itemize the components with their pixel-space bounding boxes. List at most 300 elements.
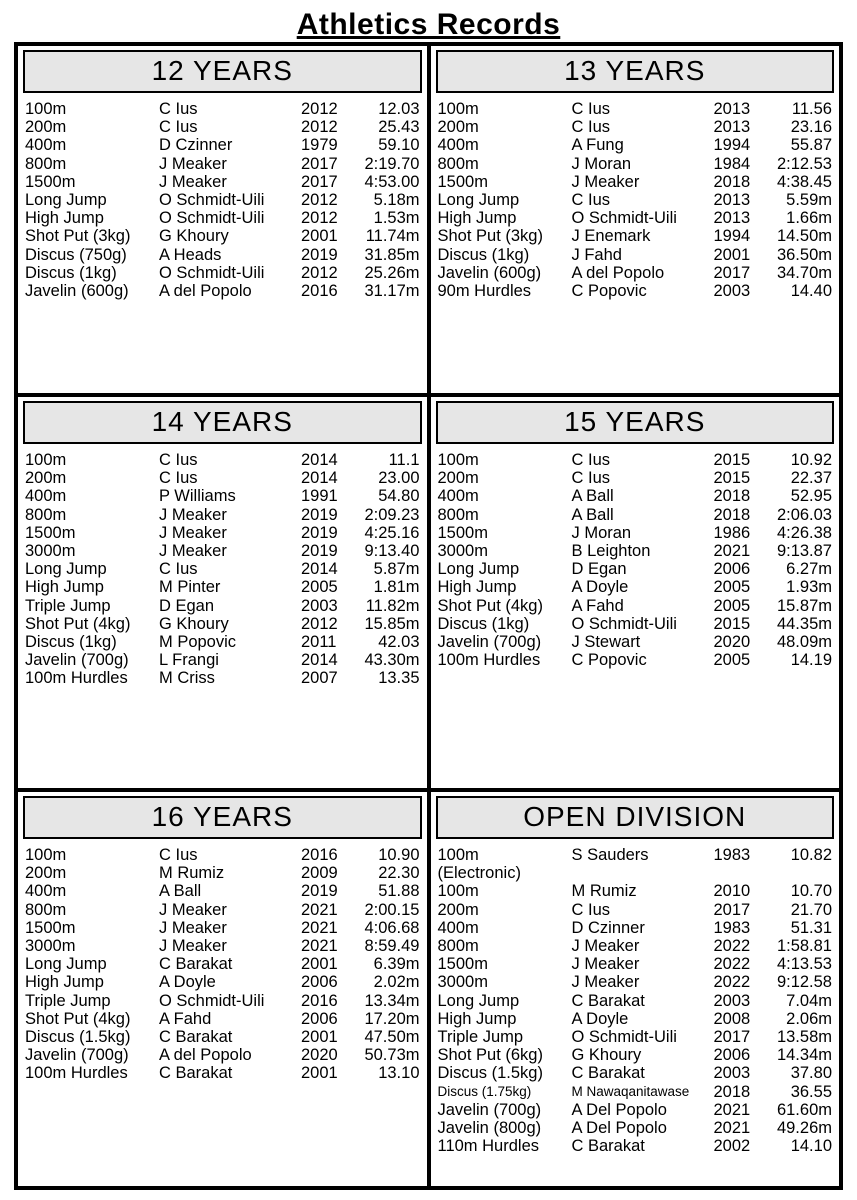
record-year: 2021 [713, 1100, 751, 1119]
event-name: 800m [437, 154, 479, 173]
record-row [25, 282, 420, 300]
record-row [438, 615, 833, 633]
record-year: 2018 [713, 1082, 751, 1101]
record-row [438, 919, 833, 937]
athlete-name: D Egan [159, 596, 215, 615]
record-year: 2018 [713, 172, 751, 191]
record-result: 11.82m [365, 596, 420, 615]
record-year: 2005 [713, 651, 751, 670]
record-result: 4:06.68 [364, 918, 420, 937]
athlete-name: C Ius [571, 900, 611, 919]
event-name: High Jump [25, 973, 104, 992]
record-row [438, 955, 833, 973]
athlete-name: D Czinner [159, 136, 233, 155]
record-result: 8:59.49 [364, 937, 420, 956]
event-name: 200m [25, 118, 67, 137]
record-result: 4:38.45 [776, 172, 832, 191]
record-result: 43.30m [364, 651, 420, 670]
event-name: Shot Put (3kg) [25, 227, 131, 246]
event-name: Long Jump [437, 191, 520, 210]
record-year: 2001 [301, 1028, 338, 1047]
event-name: Shot Put (4kg) [25, 1009, 131, 1028]
event-name: 800m [25, 505, 67, 524]
athlete-name: D Egan [571, 560, 627, 579]
section-header: 15 YEARS [436, 401, 835, 444]
record-result: 10.82 [790, 846, 832, 864]
event-name: Discus (1kg) [437, 614, 530, 633]
event-name: 1500m [25, 172, 76, 191]
record-row [25, 173, 420, 191]
record-row [438, 487, 833, 505]
record-year: 2012 [301, 614, 338, 633]
event-name: 400m [25, 136, 67, 155]
record-row [438, 651, 833, 669]
athlete-name: C Ius [571, 469, 611, 488]
record-row [438, 542, 833, 560]
record-row [438, 173, 833, 191]
record-row [438, 1083, 833, 1101]
record-row [25, 1010, 420, 1028]
event-name: Triple Jump [25, 596, 111, 615]
record-year: 2019 [301, 523, 338, 542]
record-row [25, 846, 420, 864]
record-result: 2:19.70 [364, 154, 420, 173]
athlete-name: G Khoury [159, 227, 229, 246]
section-rows [431, 843, 840, 1155]
record-result: 9:12.58 [776, 973, 832, 992]
record-year: 2003 [713, 1064, 751, 1083]
record-result: 2:06.03 [776, 505, 832, 524]
event-name: High Jump [437, 209, 517, 228]
record-row [438, 992, 833, 1010]
event-name: 1500m [25, 523, 76, 542]
record-row [25, 191, 420, 209]
record-year: 2006 [713, 560, 751, 579]
athlete-name: C Ius [159, 560, 198, 579]
record-year: 2003 [301, 596, 338, 615]
record-row [25, 118, 420, 136]
record-result: 36.50m [776, 245, 832, 264]
section-14-years [18, 397, 427, 788]
record-result: 54.80 [378, 487, 420, 506]
record-year: 2021 [301, 937, 338, 956]
athlete-name: O Schmidt-Uili [159, 191, 265, 210]
athlete-name: O Schmidt-Uili [159, 263, 265, 282]
event-name: 90m Hurdles [437, 282, 532, 301]
event-name: 3000m [437, 973, 488, 992]
event-name: Javelin (600g) [437, 263, 542, 282]
athlete-name: J Meaker [571, 955, 640, 974]
record-row [438, 578, 833, 596]
event-name: 200m [25, 469, 67, 488]
record-row [25, 955, 420, 973]
record-row [25, 246, 420, 264]
record-result: 9:13.87 [776, 542, 832, 561]
record-year: 1984 [713, 154, 751, 173]
record-year: 2021 [301, 918, 338, 937]
event-name: Javelin (600g) [25, 282, 129, 301]
record-result: 5.18m [373, 191, 420, 210]
event-name: 200m [437, 900, 479, 919]
athlete-name: A Del Popolo [571, 1100, 667, 1119]
record-row [25, 973, 420, 991]
record-row [25, 615, 420, 633]
record-row [25, 578, 420, 596]
record-year: 2012 [301, 191, 338, 210]
record-row [438, 469, 833, 487]
event-name: Triple Jump [437, 1028, 524, 1047]
record-result: 14.34m [776, 1046, 832, 1065]
record-row [25, 864, 420, 882]
athlete-name: M Rumiz [571, 882, 637, 901]
record-row [438, 1064, 833, 1082]
event-name: 100m [25, 846, 67, 864]
athlete-name: C Ius [159, 100, 198, 118]
event-name: 100m [25, 451, 67, 469]
event-name: Shot Put (4kg) [437, 596, 543, 615]
record-year: 2005 [713, 596, 751, 615]
athlete-name: C Ius [159, 451, 198, 469]
record-result: 1:58.81 [776, 937, 832, 956]
event-name: 100m (Electronic) [437, 846, 521, 883]
athlete-name: C Popovic [571, 651, 647, 670]
athlete-name: C Ius [159, 846, 198, 864]
section-rows [431, 97, 840, 300]
record-result: 10.70 [790, 882, 832, 901]
record-year: 2016 [301, 991, 338, 1010]
record-year: 2022 [713, 973, 751, 992]
record-year: 2013 [713, 191, 751, 210]
event-name: 400m [25, 487, 67, 506]
athlete-name: C Ius [571, 191, 611, 210]
record-result: 31.85m [364, 245, 420, 264]
record-year: 2019 [301, 542, 338, 561]
record-year: 2018 [713, 487, 751, 506]
record-year: 1994 [713, 136, 751, 155]
event-name: 200m [437, 469, 479, 488]
record-result: 52.95 [790, 487, 832, 506]
event-name: Long Jump [25, 560, 107, 579]
athlete-name: J Meaker [159, 523, 227, 542]
record-row [25, 469, 420, 487]
record-result: 17.20m [364, 1009, 420, 1028]
record-year: 2017 [713, 1028, 751, 1047]
athlete-name: O Schmidt-Uili [571, 209, 677, 228]
event-name: 1500m [437, 172, 488, 191]
record-result: 48.09m [776, 633, 832, 652]
record-row [25, 651, 420, 669]
event-name: 400m [25, 882, 67, 901]
athlete-name: L Frangi [159, 651, 219, 670]
record-year: 2013 [713, 100, 751, 118]
record-row [25, 597, 420, 615]
event-name: 3000m [25, 937, 76, 956]
event-name: 400m [437, 136, 479, 155]
record-result: 37.80 [790, 1064, 832, 1083]
record-row [438, 506, 833, 524]
record-row [438, 633, 833, 651]
record-result: 44.35m [776, 614, 832, 633]
section-open-division [431, 792, 840, 1186]
event-name-line2: (Electronic) [437, 864, 521, 883]
record-result: 50.73m [364, 1046, 420, 1065]
athlete-name: J Enemark [571, 227, 651, 246]
record-year: 2017 [713, 263, 751, 282]
event-name: Discus (1.5kg) [25, 1028, 131, 1047]
athlete-name: J Meaker [571, 172, 640, 191]
event-name: High Jump [437, 1009, 517, 1028]
athlete-name: A Ball [571, 505, 614, 524]
athlete-name: C Ius [159, 118, 198, 137]
record-row [25, 882, 420, 900]
section-header: 12 YEARS [23, 50, 422, 93]
event-name: Javelin (700g) [437, 633, 542, 652]
record-row [438, 901, 833, 919]
section-16-years [18, 792, 427, 1186]
event-name: Shot Put (4kg) [25, 614, 131, 633]
record-row [25, 1046, 420, 1064]
athlete-name: A Del Popolo [571, 1119, 667, 1138]
event-name: Discus (750g) [25, 245, 127, 264]
section-header: OPEN DIVISION [436, 796, 835, 839]
record-year: 2016 [301, 846, 338, 864]
record-result: 11.56 [791, 100, 832, 118]
record-result: 25.26m [364, 263, 420, 282]
record-row [25, 209, 420, 227]
section-header: 14 YEARS [23, 401, 422, 444]
event-name: 100m [437, 882, 479, 901]
record-year: 1979 [301, 136, 338, 155]
record-row [438, 524, 833, 542]
athlete-name: B Leighton [571, 542, 651, 561]
record-row [438, 973, 833, 991]
athlete-name: A Fahd [159, 1009, 212, 1028]
event-name: Javelin (700g) [25, 651, 129, 670]
record-year: 2015 [713, 469, 751, 488]
athlete-name: J Meaker [159, 542, 227, 561]
record-year: 2006 [301, 973, 338, 992]
record-row [438, 191, 833, 209]
athlete-name: J Meaker [571, 973, 640, 992]
record-result: 2.06m [786, 1009, 832, 1028]
record-result: 2:09.23 [364, 505, 420, 524]
event-name: 110m Hurdles [437, 1137, 539, 1156]
athlete-name: J Stewart [571, 633, 641, 652]
record-year: 1986 [713, 523, 751, 542]
record-result: 12.03 [378, 100, 420, 118]
record-result: 13.58m [776, 1028, 832, 1047]
record-result: 14.40 [790, 282, 832, 301]
event-name: Discus (1kg) [25, 263, 117, 282]
athlete-name: O Schmidt-Uili [571, 614, 677, 633]
record-result: 23.16 [790, 118, 832, 137]
event-name: Shot Put (3kg) [437, 227, 543, 246]
athlete-name: A Doyle [159, 973, 216, 992]
event-name: Discus (1kg) [437, 245, 530, 264]
record-row [25, 919, 420, 937]
event-name: 100m [25, 100, 67, 118]
record-result: 6.39m [373, 955, 420, 974]
record-result: 1.81m [373, 578, 420, 597]
record-result: 15.87m [776, 596, 832, 615]
record-row [438, 118, 833, 136]
record-row [25, 227, 420, 245]
record-year: 2002 [713, 1137, 751, 1156]
record-row [438, 1137, 833, 1155]
record-year: 2012 [301, 263, 338, 282]
record-row [25, 560, 420, 578]
record-year: 2019 [301, 505, 338, 524]
athlete-name: J Moran [571, 523, 632, 542]
section-13-years [431, 46, 840, 393]
record-year: 2022 [713, 937, 751, 956]
athlete-name: C Ius [571, 100, 611, 118]
record-row [438, 227, 833, 245]
event-name: 200m [437, 118, 479, 137]
event-name: High Jump [437, 578, 517, 597]
record-result: 42.03 [378, 633, 420, 652]
event-name: 3000m [25, 542, 76, 561]
record-row [25, 136, 420, 154]
record-row [438, 282, 833, 300]
section-rows [18, 843, 427, 1083]
record-year: 2017 [713, 900, 751, 919]
record-result: 1.53m [373, 209, 420, 228]
record-row [25, 1064, 420, 1082]
record-row [438, 264, 833, 282]
athlete-name: C Barakat [571, 1137, 645, 1156]
record-result: 55.87 [790, 136, 832, 155]
record-year: 2012 [301, 118, 338, 137]
record-result: 14.10 [790, 1137, 832, 1156]
athlete-name: M Nawaqanitawase [571, 1083, 690, 1099]
event-name: 800m [25, 900, 67, 919]
record-row [438, 155, 833, 173]
record-year: 2013 [713, 118, 751, 137]
section-rows [18, 448, 427, 688]
section-12-years [18, 46, 427, 393]
event-name: High Jump [25, 209, 104, 228]
record-result: 21.70 [790, 900, 832, 919]
record-year: 1983 [713, 918, 751, 937]
athlete-name: C Barakat [571, 991, 645, 1010]
event-name: Long Jump [437, 560, 520, 579]
record-row [438, 597, 833, 615]
record-row [25, 100, 420, 118]
record-result: 1.66m [786, 209, 832, 228]
athlete-name: J Meaker [159, 937, 227, 956]
record-result: 2.02m [373, 973, 420, 992]
record-result: 13.34m [364, 991, 420, 1010]
athlete-name: A del Popolo [159, 1046, 252, 1065]
athlete-name: A Doyle [571, 578, 629, 597]
record-row [25, 451, 420, 469]
record-row [438, 136, 833, 154]
record-result: 5.59m [786, 191, 832, 210]
event-name: Discus (1.75kg) [437, 1083, 532, 1099]
athlete-name: A del Popolo [571, 263, 665, 282]
record-year: 2014 [301, 469, 338, 488]
record-year: 2001 [301, 227, 338, 246]
athlete-name: G Khoury [159, 614, 229, 633]
record-result: 9:13.40 [364, 542, 420, 561]
record-year: 2017 [301, 154, 338, 173]
record-year: 1991 [301, 487, 338, 506]
record-year: 2009 [301, 864, 338, 883]
athlete-name: M Rumiz [159, 864, 225, 883]
athlete-name: J Meaker [159, 172, 227, 191]
record-row [438, 846, 833, 882]
record-row [438, 1010, 833, 1028]
record-year: 2020 [301, 1046, 338, 1065]
section-rows [18, 97, 427, 300]
record-result: 2:00.15 [364, 900, 420, 919]
event-name: 1500m [437, 523, 488, 542]
athlete-name: C Barakat [159, 1028, 233, 1047]
record-row [438, 937, 833, 955]
record-row [25, 669, 420, 687]
record-year: 2016 [301, 282, 338, 301]
athlete-name: J Meaker [159, 154, 227, 173]
record-result: 61.60m [776, 1100, 832, 1119]
record-result: 59.10 [378, 136, 420, 155]
record-result: 1.93m [786, 578, 832, 597]
record-result: 14.19 [790, 651, 832, 670]
record-year: 2019 [301, 245, 338, 264]
event-name: Long Jump [437, 991, 520, 1010]
event-name: 100m Hurdles [25, 669, 128, 688]
athlete-name: A Fung [571, 136, 624, 155]
event-name: Discus (1kg) [25, 633, 117, 652]
record-row [25, 264, 420, 282]
record-row [438, 1028, 833, 1046]
record-year: 1994 [713, 227, 751, 246]
record-result: 23.00 [378, 469, 420, 488]
event-name: High Jump [25, 578, 104, 597]
record-row [438, 100, 833, 118]
record-year: 2022 [713, 955, 751, 974]
record-year: 2020 [713, 633, 751, 652]
record-row [25, 506, 420, 524]
record-row [438, 209, 833, 227]
athlete-name: C Ius [571, 118, 611, 137]
record-year: 2015 [713, 614, 751, 633]
athlete-name: J Fahd [571, 245, 622, 264]
record-year: 2021 [301, 900, 338, 919]
athlete-name: C Ius [571, 451, 611, 469]
record-year: 2001 [713, 245, 751, 264]
section-15-years [431, 397, 840, 788]
athlete-name: J Meaker [571, 937, 640, 956]
record-year: 2005 [301, 578, 338, 597]
athlete-name: J Meaker [159, 918, 227, 937]
record-row [438, 1101, 833, 1119]
athlete-name: J Meaker [159, 505, 227, 524]
record-year: 2006 [713, 1046, 751, 1065]
section-header: 13 YEARS [436, 50, 835, 93]
athlete-name: J Moran [571, 154, 632, 173]
athlete-name: P Williams [159, 487, 236, 506]
athlete-name: A Ball [159, 882, 202, 901]
athlete-name: C Barakat [571, 1064, 645, 1083]
records-grid [14, 42, 843, 1190]
record-result: 4:53.00 [364, 172, 420, 191]
record-result: 10.90 [378, 846, 420, 864]
athlete-name: A Doyle [571, 1009, 629, 1028]
record-result: 31.17m [364, 282, 420, 301]
record-row [438, 1046, 833, 1064]
record-year: 2014 [301, 560, 338, 579]
